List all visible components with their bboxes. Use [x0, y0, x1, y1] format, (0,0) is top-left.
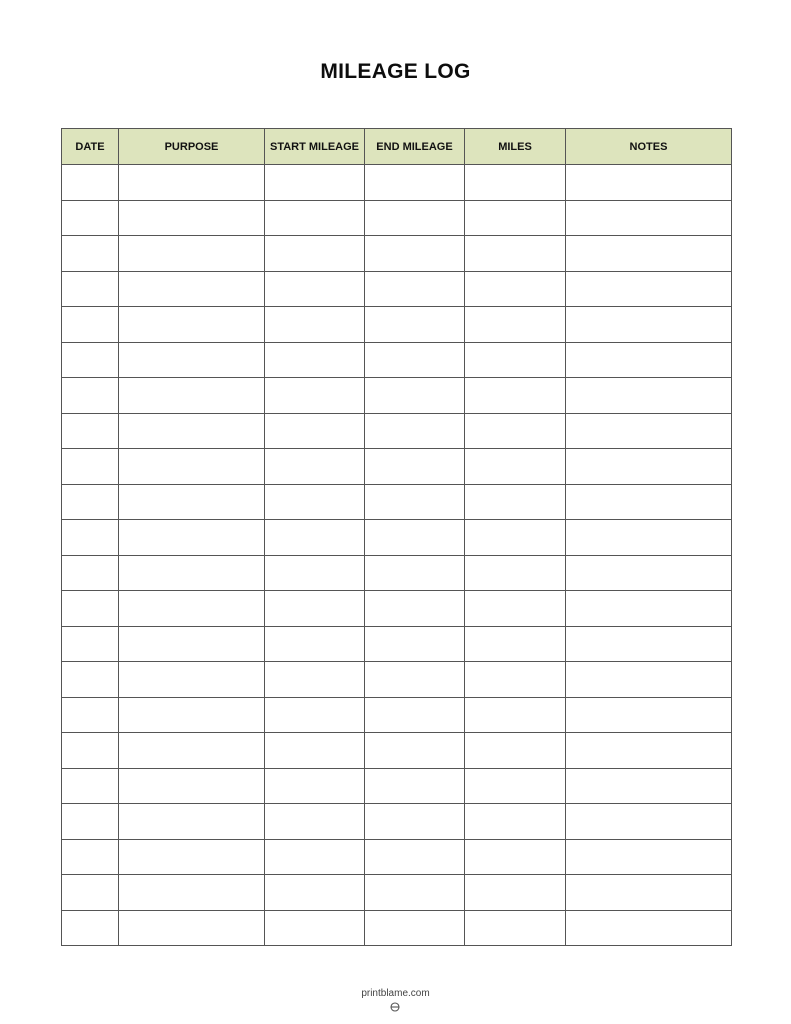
cell-start-mileage[interactable]	[265, 733, 365, 769]
cell-miles[interactable]	[465, 804, 566, 840]
table-body	[62, 165, 732, 946]
cell-start-mileage[interactable]	[265, 165, 365, 201]
cell-start-mileage[interactable]	[265, 271, 365, 307]
table-row	[62, 555, 732, 591]
cell-notes[interactable]	[566, 271, 732, 307]
cell-purpose[interactable]	[119, 733, 265, 769]
cell-date[interactable]	[62, 768, 119, 804]
cell-miles[interactable]	[465, 768, 566, 804]
cell-start-mileage[interactable]	[265, 236, 365, 272]
table-row	[62, 662, 732, 698]
cell-end-mileage[interactable]	[365, 484, 465, 520]
cell-end-mileage[interactable]	[365, 200, 465, 236]
cell-date[interactable]	[62, 875, 119, 911]
cell-end-mileage[interactable]	[365, 662, 465, 698]
column-header-notes: NOTES	[566, 129, 732, 165]
cell-start-mileage[interactable]	[265, 200, 365, 236]
cell-end-mileage[interactable]	[365, 839, 465, 875]
cell-purpose[interactable]	[119, 875, 265, 911]
cell-end-mileage[interactable]	[365, 165, 465, 201]
cell-miles[interactable]	[465, 307, 566, 343]
cell-miles[interactable]	[465, 839, 566, 875]
table-row	[62, 413, 732, 449]
cell-end-mileage[interactable]	[365, 626, 465, 662]
cell-miles[interactable]	[465, 236, 566, 272]
cell-miles[interactable]	[465, 342, 566, 378]
cell-notes[interactable]	[566, 626, 732, 662]
cell-miles[interactable]	[465, 271, 566, 307]
table-header-row	[62, 129, 732, 165]
cell-date[interactable]	[62, 307, 119, 343]
cell-start-mileage[interactable]	[265, 768, 365, 804]
cell-notes[interactable]	[566, 200, 732, 236]
cell-date[interactable]	[62, 484, 119, 520]
cell-purpose[interactable]	[119, 271, 265, 307]
cell-start-mileage[interactable]	[265, 804, 365, 840]
cell-end-mileage[interactable]	[365, 733, 465, 769]
cell-end-mileage[interactable]	[365, 804, 465, 840]
cell-end-mileage[interactable]	[365, 271, 465, 307]
cell-date[interactable]	[62, 662, 119, 698]
cell-purpose[interactable]	[119, 165, 265, 201]
cell-purpose[interactable]	[119, 768, 265, 804]
cell-miles[interactable]	[465, 165, 566, 201]
printblame-logo-icon	[390, 1002, 400, 1012]
table-row	[62, 200, 732, 236]
table-row	[62, 626, 732, 662]
cell-miles[interactable]	[465, 378, 566, 414]
table-row	[62, 307, 732, 343]
cell-start-mileage[interactable]	[265, 591, 365, 627]
cell-date[interactable]	[62, 271, 119, 307]
cell-end-mileage[interactable]	[365, 449, 465, 485]
cell-miles[interactable]	[465, 910, 566, 946]
cell-purpose[interactable]	[119, 662, 265, 698]
cell-start-mileage[interactable]	[265, 449, 365, 485]
cell-end-mileage[interactable]	[365, 768, 465, 804]
column-header-start-mileage: START MILEAGE	[265, 129, 365, 165]
cell-miles[interactable]	[465, 200, 566, 236]
table-row	[62, 804, 732, 840]
cell-purpose[interactable]	[119, 307, 265, 343]
cell-miles[interactable]	[465, 662, 566, 698]
table-row	[62, 697, 732, 733]
cell-end-mileage[interactable]	[365, 378, 465, 414]
cell-miles[interactable]	[465, 697, 566, 733]
cell-purpose[interactable]	[119, 839, 265, 875]
cell-date[interactable]	[62, 165, 119, 201]
cell-date[interactable]	[62, 200, 119, 236]
table-row	[62, 733, 732, 769]
cell-miles[interactable]	[465, 520, 566, 556]
cell-notes[interactable]	[566, 449, 732, 485]
cell-notes[interactable]	[566, 378, 732, 414]
cell-start-mileage[interactable]	[265, 307, 365, 343]
cell-start-mileage[interactable]	[265, 839, 365, 875]
cell-purpose[interactable]	[119, 697, 265, 733]
cell-purpose[interactable]	[119, 626, 265, 662]
cell-notes[interactable]	[566, 839, 732, 875]
cell-notes[interactable]	[566, 910, 732, 946]
table-row	[62, 484, 732, 520]
cell-miles[interactable]	[465, 626, 566, 662]
cell-end-mileage[interactable]	[365, 697, 465, 733]
cell-end-mileage[interactable]	[365, 413, 465, 449]
cell-purpose[interactable]	[119, 378, 265, 414]
cell-start-mileage[interactable]	[265, 662, 365, 698]
cell-start-mileage[interactable]	[265, 626, 365, 662]
cell-start-mileage[interactable]	[265, 555, 365, 591]
table-row	[62, 910, 732, 946]
cell-end-mileage[interactable]	[365, 875, 465, 911]
table-row	[62, 342, 732, 378]
cell-start-mileage[interactable]	[265, 342, 365, 378]
cell-date[interactable]	[62, 839, 119, 875]
cell-notes[interactable]	[566, 733, 732, 769]
cell-notes[interactable]	[566, 484, 732, 520]
table-row	[62, 378, 732, 414]
cell-notes[interactable]	[566, 875, 732, 911]
cell-purpose[interactable]	[119, 236, 265, 272]
cell-date[interactable]	[62, 342, 119, 378]
cell-miles[interactable]	[465, 733, 566, 769]
cell-notes[interactable]	[566, 662, 732, 698]
cell-date[interactable]	[62, 413, 119, 449]
cell-end-mileage[interactable]	[365, 910, 465, 946]
cell-notes[interactable]	[566, 307, 732, 343]
cell-notes[interactable]	[566, 768, 732, 804]
cell-start-mileage[interactable]	[265, 378, 365, 414]
cell-notes[interactable]	[566, 236, 732, 272]
cell-end-mileage[interactable]	[365, 555, 465, 591]
table-row	[62, 591, 732, 627]
page-title: MILEAGE LOG	[320, 60, 471, 83]
cell-purpose[interactable]	[119, 484, 265, 520]
cell-date[interactable]	[62, 910, 119, 946]
cell-end-mileage[interactable]	[365, 591, 465, 627]
cell-notes[interactable]	[566, 342, 732, 378]
cell-miles[interactable]	[465, 591, 566, 627]
cell-start-mileage[interactable]	[265, 875, 365, 911]
cell-notes[interactable]	[566, 555, 732, 591]
column-header-date: DATE	[62, 129, 119, 165]
table-row	[62, 449, 732, 485]
cell-purpose[interactable]	[119, 200, 265, 236]
cell-miles[interactable]	[465, 484, 566, 520]
cell-end-mileage[interactable]	[365, 307, 465, 343]
cell-date[interactable]	[62, 449, 119, 485]
cell-notes[interactable]	[566, 413, 732, 449]
cell-purpose[interactable]	[119, 449, 265, 485]
table-row	[62, 875, 732, 911]
table-row	[62, 165, 732, 201]
cell-end-mileage[interactable]	[365, 520, 465, 556]
cell-miles[interactable]	[465, 449, 566, 485]
footer-site: printblame.com	[361, 988, 430, 999]
cell-end-mileage[interactable]	[365, 236, 465, 272]
cell-date[interactable]	[62, 697, 119, 733]
table-row	[62, 839, 732, 875]
cell-date[interactable]	[62, 236, 119, 272]
cell-date[interactable]	[62, 804, 119, 840]
cell-miles[interactable]	[465, 875, 566, 911]
table-row	[62, 271, 732, 307]
cell-date[interactable]	[62, 520, 119, 556]
cell-notes[interactable]	[566, 520, 732, 556]
column-header-end-mileage: END MILEAGE	[365, 129, 465, 165]
cell-purpose[interactable]	[119, 413, 265, 449]
cell-purpose[interactable]	[119, 591, 265, 627]
cell-date[interactable]	[62, 555, 119, 591]
cell-start-mileage[interactable]	[265, 520, 365, 556]
cell-end-mileage[interactable]	[365, 342, 465, 378]
cell-start-mileage[interactable]	[265, 484, 365, 520]
cell-purpose[interactable]	[119, 555, 265, 591]
cell-date[interactable]	[62, 591, 119, 627]
mileage-log-table	[61, 128, 732, 946]
cell-notes[interactable]	[566, 591, 732, 627]
table-row	[62, 236, 732, 272]
cell-notes[interactable]	[566, 165, 732, 201]
column-header-miles: MILES	[465, 129, 566, 165]
cell-date[interactable]	[62, 378, 119, 414]
cell-start-mileage[interactable]	[265, 910, 365, 946]
cell-purpose[interactable]	[119, 804, 265, 840]
cell-notes[interactable]	[566, 697, 732, 733]
column-header-purpose: PURPOSE	[119, 129, 265, 165]
cell-start-mileage[interactable]	[265, 413, 365, 449]
cell-notes[interactable]	[566, 804, 732, 840]
cell-date[interactable]	[62, 733, 119, 769]
cell-start-mileage[interactable]	[265, 697, 365, 733]
table-row	[62, 768, 732, 804]
cell-date[interactable]	[62, 626, 119, 662]
cell-purpose[interactable]	[119, 342, 265, 378]
table-row	[62, 520, 732, 556]
cell-miles[interactable]	[465, 413, 566, 449]
cell-purpose[interactable]	[119, 520, 265, 556]
cell-purpose[interactable]	[119, 910, 265, 946]
cell-miles[interactable]	[465, 555, 566, 591]
